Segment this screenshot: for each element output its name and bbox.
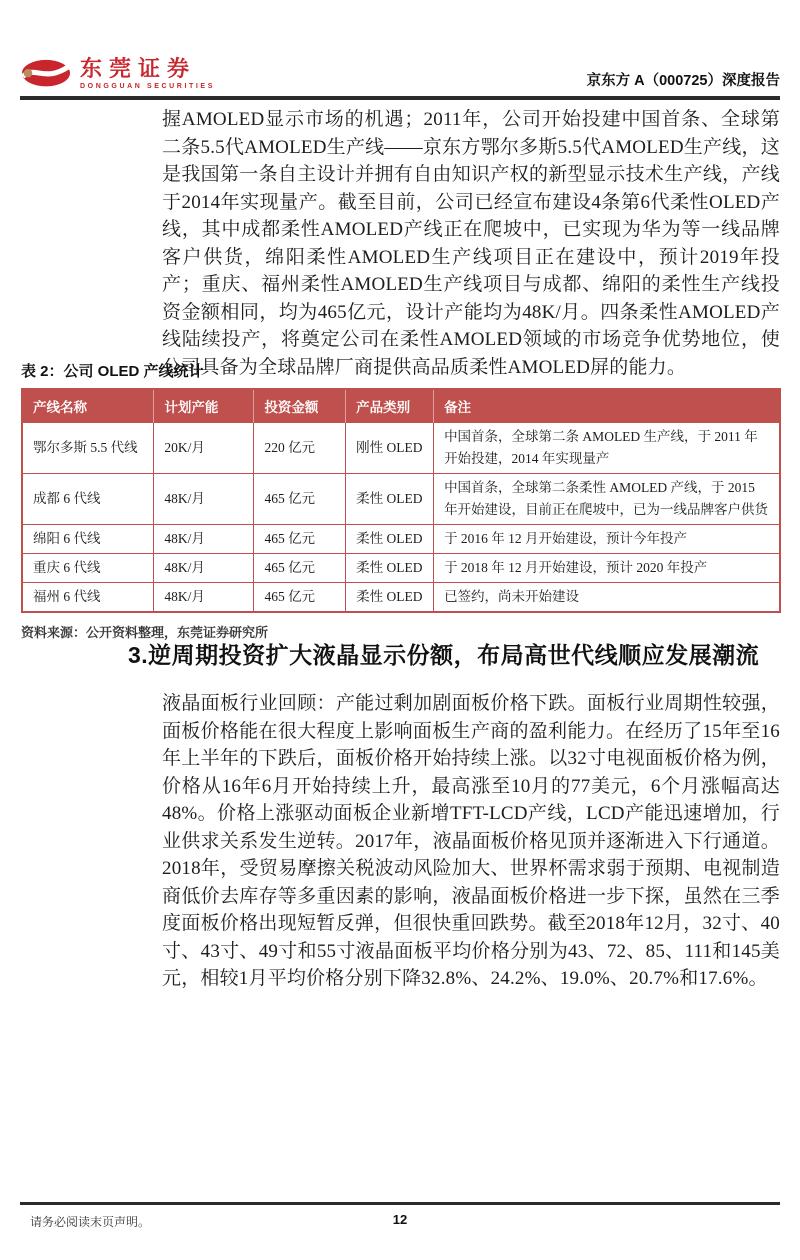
page-footer [20,1202,780,1234]
cell-line-name: 成都 6 代线 [22,474,154,525]
brand-name-cn: 东莞证券 [80,56,197,81]
footer-disclaimer: 请务必阅读末页声明。 [30,1215,151,1229]
oled-production-lines-table [21,388,781,613]
cell-type: 刚性 OLED [346,423,434,474]
cell-investment: 220 亿元 [254,423,346,474]
brand-text [80,58,215,90]
brand-name-en: DONGGUAN SECURITIES [80,83,215,90]
table-row [22,423,780,474]
cell-capacity: 48K/月 [154,474,254,525]
cell-investment: 465 亿元 [254,583,346,613]
cell-line-name: 绵阳 6 代线 [22,525,154,554]
cell-line-name: 福州 6 代线 [22,583,154,613]
table-source-note: 资料来源：公开资料整理，东莞证券研究所 [21,625,269,640]
cell-line-name: 重庆 6 代线 [22,554,154,583]
cell-remark: 于 2018 年 12 月开始建设，预计 2020 年投产 [434,554,780,583]
table-title: 表 2：公司 OLED 产线统计 [21,363,204,380]
cell-type: 柔性 OLED [346,525,434,554]
cell-remark: 中国首条，全球第二条柔性 AMOLED 产线，于 2015 年开始建设，目前正在爬坡中，已为一线品牌客户供货 [434,474,780,525]
cell-type: 柔性 OLED [346,474,434,525]
col-header-remark: 备注 [434,389,780,423]
cell-line-name: 鄂尔多斯 5.5 代线 [22,423,154,474]
col-header-product-type: 产品类别 [346,389,434,423]
col-header-line-name: 产线名称 [22,389,154,423]
cell-remark: 中国首条，全球第二条 AMOLED 生产线，于 2011 年开始投建，2014 年实现量产 [434,423,780,474]
cell-capacity: 48K/月 [154,583,254,613]
cell-capacity: 20K/月 [154,423,254,474]
cell-investment: 465 亿元 [254,554,346,583]
page-number: 12 [392,1212,408,1227]
cell-type: 柔性 OLED [346,583,434,613]
table-row [22,554,780,583]
body-paragraph-2: 液晶面板行业回顾：产能过剩加剧面板价格下跌。面板行业周期性较强，面板价格能在很大程度上影响面板生产商的盈利能力。在经历了15年至16年上半年的下跌后，面板价格开始持续上涨。以32寸电视面板价格为例，价格从16年6月开始持续上升，最高涨至10月的77美元，6个月涨幅高达48%。价格上涨驱动面板企业新增TFT-LCD产线，LCD产能迅速增加，行业供求关系发生逆转。2017年，液晶面板价格见顶并逐渐进入下行通道。2018年，受贸易摩擦关税波动风险加大、世界杯需求弱于预期、电视制造商低价去库存等多重因素的影响，液晶面板价格进一步下探，虽然在三季度面板价格出现短暂反弹，但很快重回跌势。截至2018年12月，32寸、40寸、43寸、49寸和55寸液晶面板平均价格分别为43、72、85、111和145美元，相较1月平均价格分别下降32.8%、24.2%、19.0%、20.7%和17.6%。 [162,693,780,989]
cell-type: 柔性 OLED [346,554,434,583]
cell-remark: 于 2016 年 12 月开始建设，预计今年投产 [434,525,780,554]
table-row [22,525,780,554]
cell-capacity: 48K/月 [154,554,254,583]
table-row [22,583,780,613]
cell-capacity: 48K/月 [154,525,254,554]
oled-table-block [21,360,781,641]
cell-investment: 465 亿元 [254,525,346,554]
page-header [20,54,780,100]
col-header-planned-capacity: 计划产能 [154,389,254,423]
brand-logo [20,56,215,92]
cell-investment: 465 亿元 [254,474,346,525]
section-heading: 3.逆周期投资扩大液晶显示份额，布局高世代线顺应发展潮流 [128,642,760,668]
col-header-investment: 投资金额 [254,389,346,423]
body-paragraph-1: 握AMOLED显示市场的机遇；2011年，公司开始投建中国首条、全球第二条5.5代AMOLED生产线——京东方鄂尔多斯5.5代AMOLED生产线，这是我国第一条自主设计并拥有自由知识产权的新型显示技术生产线，产线于2014年实现量产。截至目前，公司已经宣布建设4条第6代柔性OLED产线，其中成都柔性AMOLED产线正在爬坡中，已实现为华为等一线品牌客户供货，绵阳柔性AMOLED生产线项目正在建设中，预计2019年投产；重庆、福州柔性AMOLED生产线项目与成都、绵阳的柔性生产线投资金额相同，均为465亿元，设计产能均为48K/月。四条柔性AMOLED产线陆续投产，将奠定公司在柔性AMOLED领域的市场竞争优势地位，使公司具备为全球品牌厂商提供高品质柔性AMOLED屏的能力。 [162,109,780,378]
dongguan-securities-emblem-icon [20,56,72,92]
table-row [22,474,780,525]
cell-remark: 已签约，尚未开始建设 [434,583,780,613]
table-header-row [22,389,780,423]
report-title: 京东方 A（000725）深度报告 [586,73,780,89]
